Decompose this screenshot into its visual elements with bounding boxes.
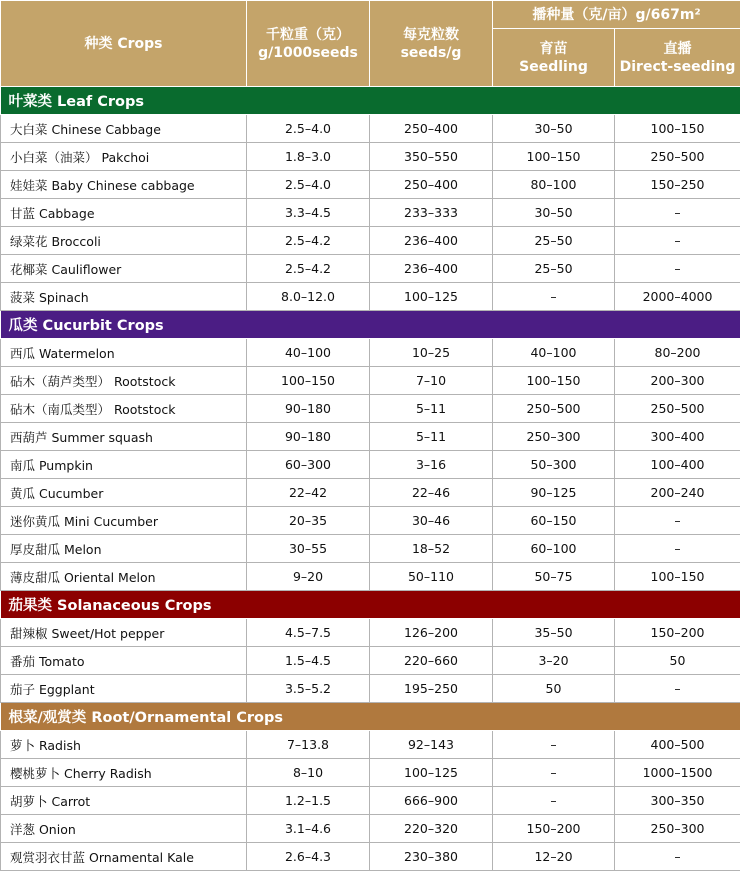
crop-name-cell: 洋葱 Onion [1,815,247,843]
seedling-rate-cell: – [493,787,615,815]
crop-name-cell: 南瓜 Pumpkin [1,451,247,479]
seeds-per-gram-cell: 10–25 [370,339,493,367]
thousand-seed-weight-cell: 2.5–4.0 [247,115,370,143]
table-row [1,675,740,703]
header-crops: 种类 Crops [1,1,247,87]
table-row [1,787,740,815]
table-row [1,423,740,451]
thousand-seed-weight-cell: 1.8–3.0 [247,143,370,171]
crop-name-cell: 萝卜 Radish [1,731,247,759]
table-row [1,843,740,871]
seedling-rate-cell: 3–20 [493,647,615,675]
crop-name-cell: 厚皮甜瓜 Melon [1,535,247,563]
thousand-seed-weight-cell: 3.3–4.5 [247,199,370,227]
category-leaf-crops [1,87,740,115]
table-row [1,115,740,143]
table-row [1,619,740,647]
direct-seeding-rate-cell: – [615,507,740,535]
seedling-rate-cell: 12–20 [493,843,615,871]
table-row [1,143,740,171]
seedling-rate-cell: – [493,283,615,311]
seeds-per-gram-cell: 5–11 [370,395,493,423]
direct-seeding-rate-cell: 2000–4000 [615,283,740,311]
thousand-seed-weight-cell: 30–55 [247,535,370,563]
seedling-rate-cell: 30–50 [493,199,615,227]
seeds-per-gram-cell: 22–46 [370,479,493,507]
thousand-seed-weight-cell: 3.1–4.6 [247,815,370,843]
table-row [1,535,740,563]
header-direct-seeding [615,29,740,87]
thousand-seed-weight-cell: 8–10 [247,759,370,787]
seedling-rate-cell: 60–150 [493,507,615,535]
direct-seeding-rate-cell: 250–300 [615,815,740,843]
seeds-per-gram-cell: 233–333 [370,199,493,227]
seeds-per-gram-cell: 50–110 [370,563,493,591]
direct-seeding-rate-cell: – [615,227,740,255]
table-row [1,199,740,227]
seedling-rate-cell: 35–50 [493,619,615,647]
seeds-per-gram-cell: 100–125 [370,759,493,787]
direct-seeding-rate-cell: 100–150 [615,563,740,591]
table-row [1,395,740,423]
seedling-rate-cell: 50–300 [493,451,615,479]
header-seeds-per-gram [370,1,493,87]
direct-seeding-rate-cell: – [615,255,740,283]
seeds-per-gram-cell: 230–380 [370,843,493,871]
thousand-seed-weight-cell: 100–150 [247,367,370,395]
seedling-rate-cell: – [493,759,615,787]
seedling-rate-cell: 50–75 [493,563,615,591]
thousand-seed-weight-cell: 7–13.8 [247,731,370,759]
direct-seeding-rate-cell: 100–400 [615,451,740,479]
thousand-seed-weight-cell: 22–42 [247,479,370,507]
seedling-rate-cell: 90–125 [493,479,615,507]
seeds-per-gram-cell: 3–16 [370,451,493,479]
seedling-rate-cell: 150–200 [493,815,615,843]
crop-name-cell: 茄子 Eggplant [1,675,247,703]
category-root-ornamental-crops [1,703,740,731]
seeds-per-gram-cell: 220–320 [370,815,493,843]
table-row [1,283,740,311]
thousand-seed-weight-cell: 2.6–4.3 [247,843,370,871]
table-row [1,227,740,255]
direct-seeding-rate-cell: – [615,843,740,871]
seeds-per-gram-cell: 92–143 [370,731,493,759]
category-title: 根菜/观赏类 Root/Ornamental Crops [1,703,740,731]
direct-seeding-rate-cell: 100–150 [615,115,740,143]
seedling-rate-cell: 30–50 [493,115,615,143]
crop-name-cell: 花椰菜 Cauliflower [1,255,247,283]
crop-name-cell: 迷你黄瓜 Mini Cucumber [1,507,247,535]
table-row [1,255,740,283]
table-header [1,1,740,87]
direct-seeding-rate-cell: 300–400 [615,423,740,451]
category-cucurbit-crops [1,311,740,339]
direct-seeding-rate-cell: 250–500 [615,143,740,171]
crop-name-cell: 黄瓜 Cucumber [1,479,247,507]
seeds-per-gram-cell: 250–400 [370,171,493,199]
header-count-en: seeds/g [400,44,462,61]
thousand-seed-weight-cell: 4.5–7.5 [247,619,370,647]
seedling-rate-cell: 250–300 [493,423,615,451]
header-seedling [493,29,615,87]
header-direct-cn: 直播 [663,40,692,57]
seedling-rate-cell: 60–100 [493,535,615,563]
table-row [1,563,740,591]
header-count-cn: 每克粒数 [403,26,459,43]
category-solanaceous-crops [1,591,740,619]
thousand-seed-weight-cell: 60–300 [247,451,370,479]
seeds-per-gram-cell: 236–400 [370,227,493,255]
thousand-seed-weight-cell: 90–180 [247,423,370,451]
direct-seeding-rate-cell: 300–350 [615,787,740,815]
crop-name-cell: 樱桃萝卜 Cherry Radish [1,759,247,787]
table-row [1,171,740,199]
crop-name-cell: 西葫芦 Summer squash [1,423,247,451]
header-weight-cn: 千粒重（克） [266,26,350,43]
thousand-seed-weight-cell: 40–100 [247,339,370,367]
crop-name-cell: 砧木（南瓜类型） Rootstock [1,395,247,423]
seeds-per-gram-cell: 5–11 [370,423,493,451]
thousand-seed-weight-cell: 1.5–4.5 [247,647,370,675]
seeds-per-gram-cell: 195–250 [370,675,493,703]
table-row [1,367,740,395]
thousand-seed-weight-cell: 1.2–1.5 [247,787,370,815]
crop-name-cell: 薄皮甜瓜 Oriental Melon [1,563,247,591]
crop-name-cell: 小白菜（油菜） Pakchoi [1,143,247,171]
seeds-per-gram-cell: 350–550 [370,143,493,171]
table-row [1,451,740,479]
category-title: 瓜类 Cucurbit Crops [1,311,740,339]
crop-name-cell: 绿菜花 Broccoli [1,227,247,255]
table-row [1,647,740,675]
seeds-per-gram-cell: 220–660 [370,647,493,675]
header-seedling-en: Seedling [519,58,588,75]
thousand-seed-weight-cell: 20–35 [247,507,370,535]
crop-name-cell: 观赏羽衣甘蓝 Ornamental Kale [1,843,247,871]
direct-seeding-rate-cell: 50 [615,647,740,675]
table-row [1,759,740,787]
direct-seeding-rate-cell: 200–300 [615,367,740,395]
direct-seeding-rate-cell: 250–500 [615,395,740,423]
seedling-rate-cell: 40–100 [493,339,615,367]
table-body [1,87,740,871]
direct-seeding-rate-cell: 400–500 [615,731,740,759]
category-title: 茄果类 Solanaceous Crops [1,591,740,619]
header-thousand-seed-weight [247,1,370,87]
direct-seeding-rate-cell: – [615,199,740,227]
category-title: 叶菜类 Leaf Crops [1,87,740,115]
header-seedling-cn: 育苗 [539,40,568,57]
table-row [1,815,740,843]
seeds-per-gram-cell: 236–400 [370,255,493,283]
table-row [1,479,740,507]
direct-seeding-rate-cell: 200–240 [615,479,740,507]
header-sowing-rate: 播种量（克/亩）g/667m² [493,1,740,29]
direct-seeding-rate-cell: – [615,675,740,703]
seeds-per-gram-cell: 100–125 [370,283,493,311]
thousand-seed-weight-cell: 90–180 [247,395,370,423]
seeds-per-gram-cell: 250–400 [370,115,493,143]
seedling-rate-cell: 100–150 [493,143,615,171]
crop-name-cell: 甜辣椒 Sweet/Hot pepper [1,619,247,647]
seedling-rate-cell: – [493,731,615,759]
seedling-rate-cell: 100–150 [493,367,615,395]
direct-seeding-rate-cell: 1000–1500 [615,759,740,787]
crop-name-cell: 菠菜 Spinach [1,283,247,311]
seedling-rate-cell: 250–500 [493,395,615,423]
table-row [1,339,740,367]
seedling-rate-cell: 25–50 [493,227,615,255]
direct-seeding-rate-cell: 80–200 [615,339,740,367]
seeds-per-gram-cell: 126–200 [370,619,493,647]
crop-name-cell: 娃娃菜 Baby Chinese cabbage [1,171,247,199]
crop-name-cell: 胡萝卜 Carrot [1,787,247,815]
seedling-rate-cell: 25–50 [493,255,615,283]
table-row [1,731,740,759]
seedling-rate-cell: 80–100 [493,171,615,199]
seeds-per-gram-cell: 30–46 [370,507,493,535]
crop-name-cell: 番茄 Tomato [1,647,247,675]
thousand-seed-weight-cell: 3.5–5.2 [247,675,370,703]
crop-name-cell: 西瓜 Watermelon [1,339,247,367]
crop-name-cell: 大白菜 Chinese Cabbage [1,115,247,143]
thousand-seed-weight-cell: 9–20 [247,563,370,591]
seeds-per-gram-cell: 18–52 [370,535,493,563]
direct-seeding-rate-cell: 150–200 [615,619,740,647]
table-row [1,507,740,535]
seeds-per-gram-cell: 7–10 [370,367,493,395]
header-weight-en: g/1000seeds [258,44,358,61]
direct-seeding-rate-cell: – [615,535,740,563]
thousand-seed-weight-cell: 8.0–12.0 [247,283,370,311]
crop-name-cell: 甘蓝 Cabbage [1,199,247,227]
thousand-seed-weight-cell: 2.5–4.2 [247,227,370,255]
thousand-seed-weight-cell: 2.5–4.0 [247,171,370,199]
seedling-rate-cell: 50 [493,675,615,703]
seeds-per-gram-cell: 666–900 [370,787,493,815]
header-direct-en: Direct-seeding [619,58,736,75]
thousand-seed-weight-cell: 2.5–4.2 [247,255,370,283]
direct-seeding-rate-cell: 150–250 [615,171,740,199]
crop-name-cell: 砧木（葫芦类型） Rootstock [1,367,247,395]
